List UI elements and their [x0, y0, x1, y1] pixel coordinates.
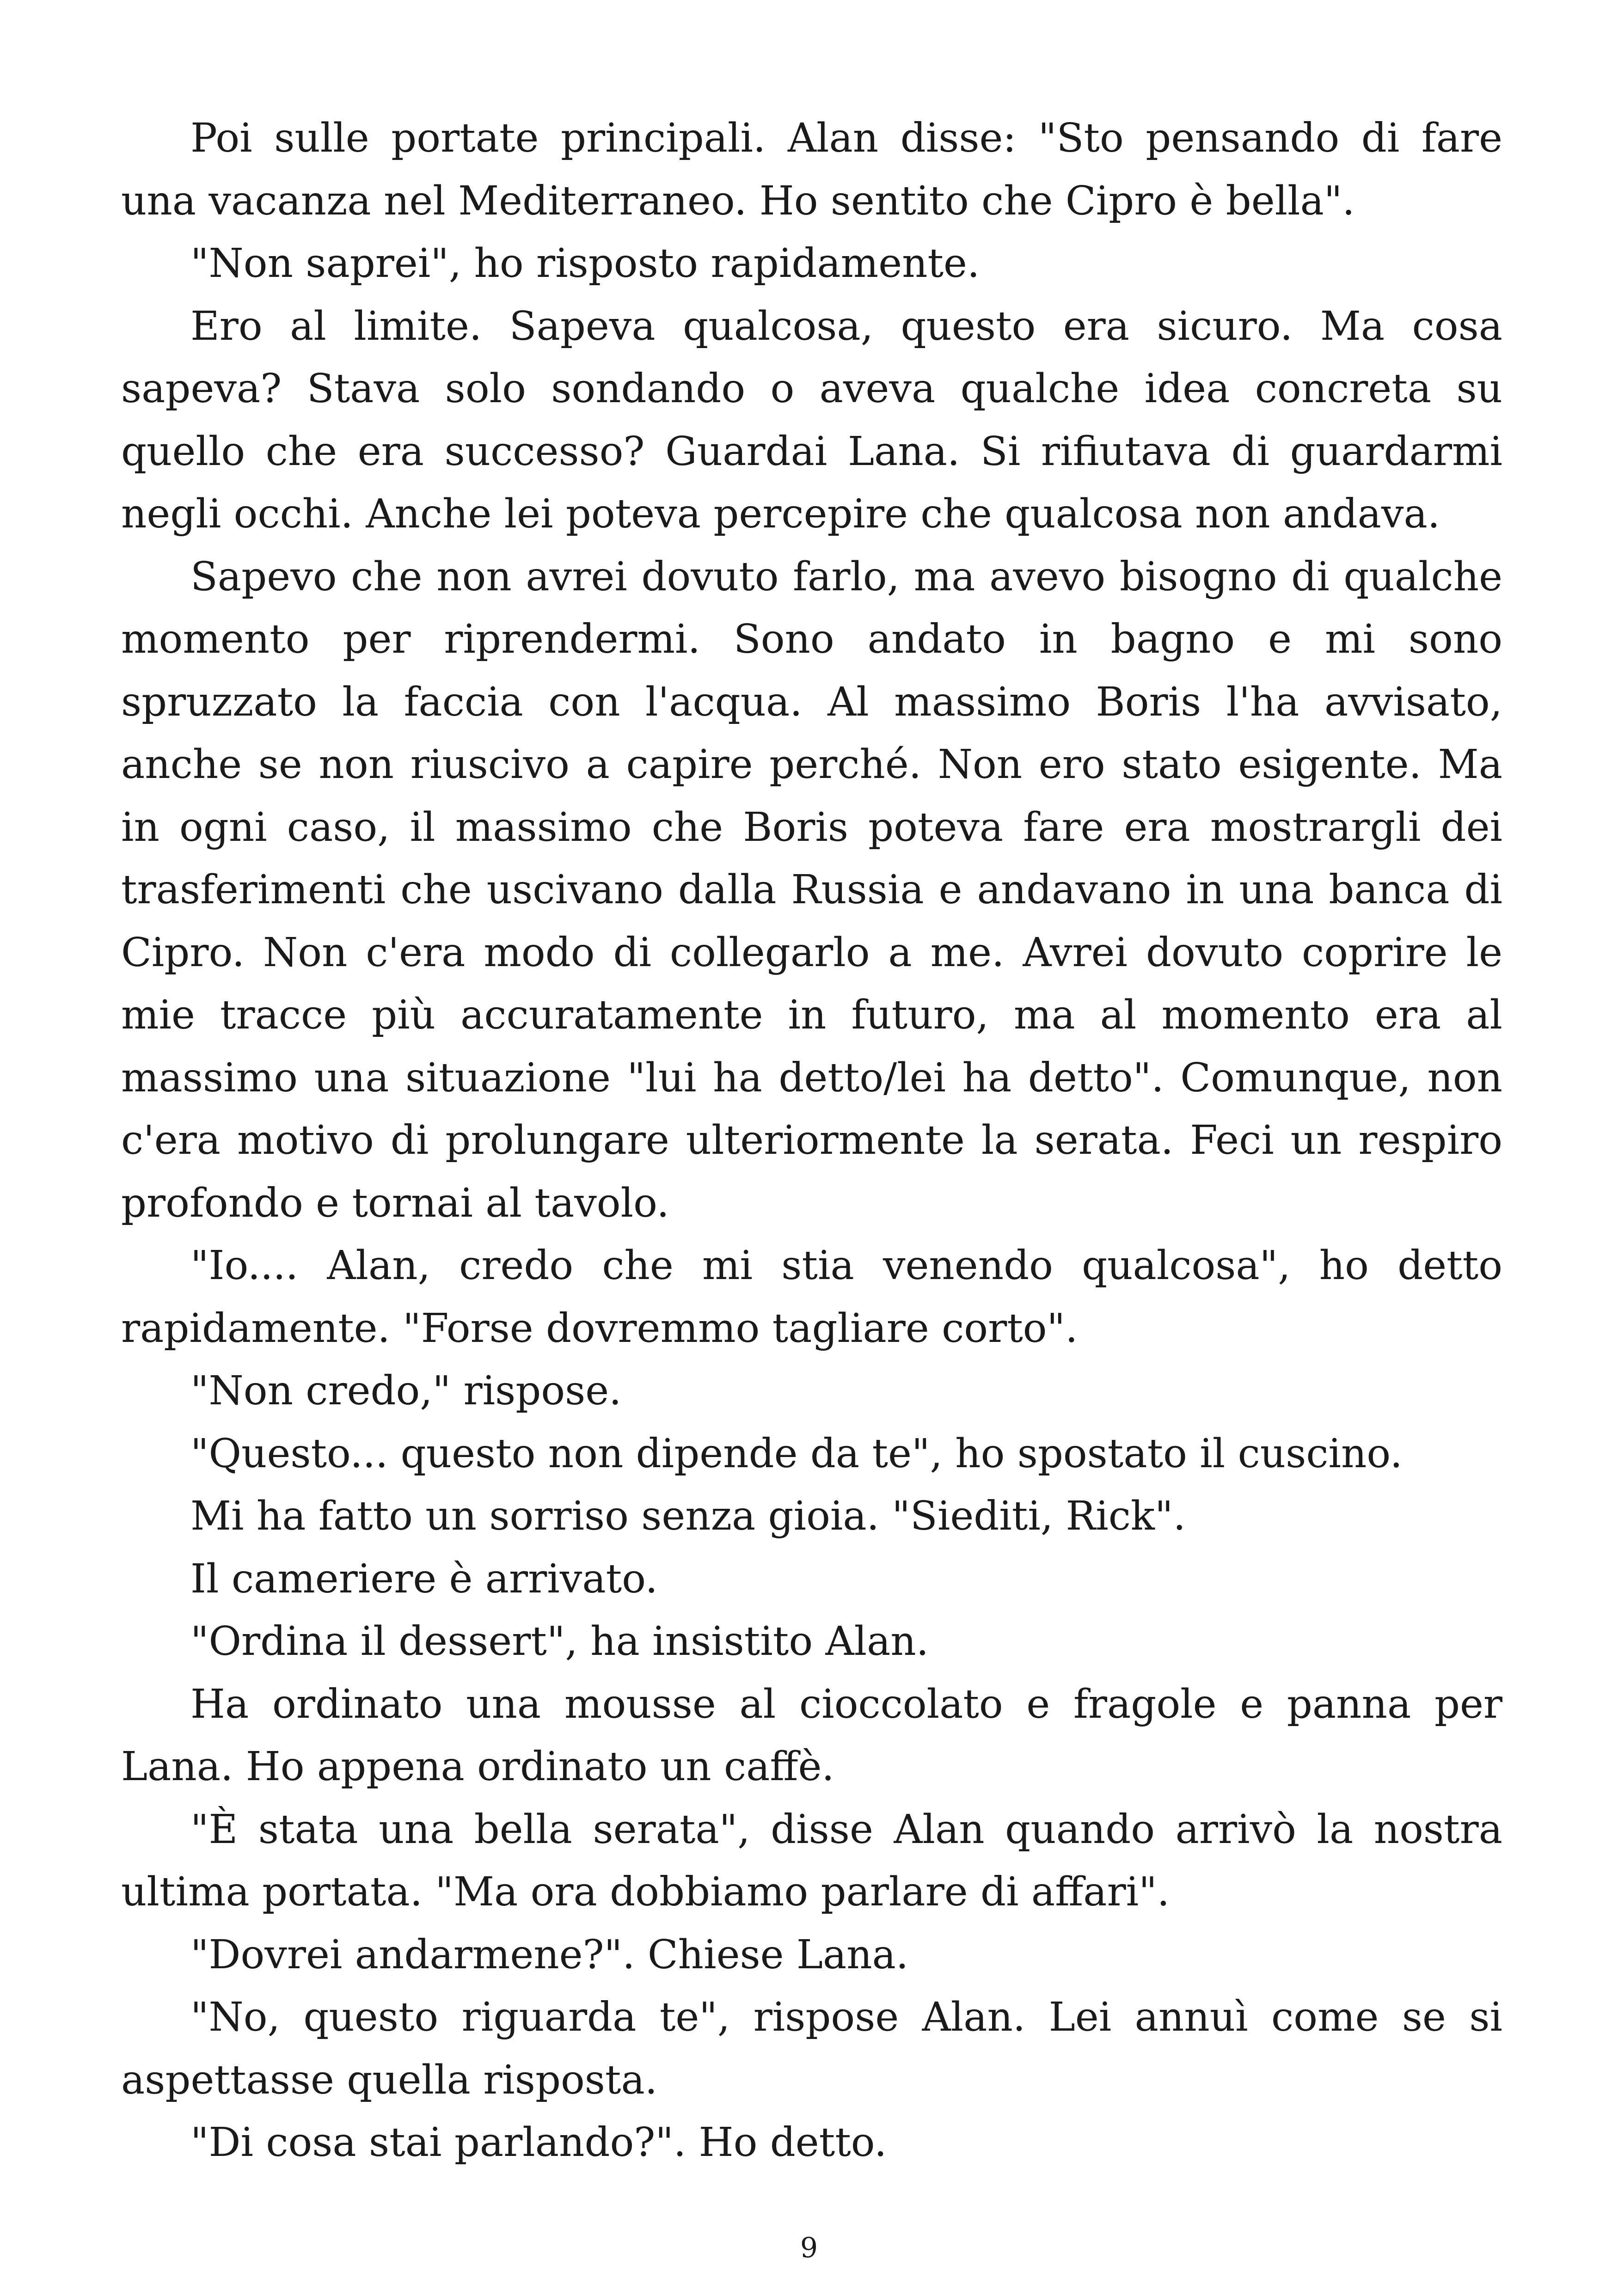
- paragraph: Il cameriere è arrivato.: [190, 1555, 658, 1602]
- paragraph: Ha ordinato una mousse al cioccolato e fragole e panna per Lana. Ho appena ordinato un caffè.: [121, 1681, 1502, 1790]
- paragraph: "No, questo riguarda te", rispose Alan. Lei annuì come se si aspettasse quella risposta.: [121, 1994, 1502, 2103]
- paragraph: "Questo... questo non dipende da te", ho spostato il cuscino.: [190, 1430, 1403, 1477]
- paragraph: "Non saprei", ho risposto rapidamente.: [190, 240, 980, 287]
- paragraph: "Io.... Alan, credo che mi stia venendo qualcosa", ho detto rapidamente. "Forse dovremmo tagliare corto".: [121, 1243, 1502, 1352]
- paragraph: Sapevo che non avrei dovuto farlo, ma avevo bisogno di qualche momento per riprendermi. Sono andato in bagno e mi sono spruzzato la faccia con l'acqua. Al massimo Boris l'ha avvisato, anche se non riuscivo a capire perché. Non ero stato esigente. Ma in ogni caso, il massimo che Boris poteva fare era mostrargli dei trasferimenti che uscivano dalla Russia e andavano in una banca di Cipro. Non c'era modo di collegarlo a me. Avrei dovuto coprire le mie tracce più accuratamente in futuro, ma al momento era al massimo una situazione "lui ha detto/lei ha detto". Comunque, non c'era motivo di prolungare ulteriormente la serata. Feci un respiro profondo e tornai al tavolo.: [121, 553, 1502, 1226]
- paragraph: Ero al limite. Sapeva qualcosa, questo era sicuro. Ma cosa sapeva? Stava solo sondando o aveva qualche idea concreta su quello che era successo? Guardai Lana. Si rifiutava di guardarmi negli occhi. Anche lei poteva percepire che qualcosa non andava.: [121, 303, 1502, 537]
- paragraph: Mi ha fatto un sorriso senza gioia. "Siediti, Rick".: [190, 1493, 1186, 1539]
- paragraph: "Dovrei andarmene?". Chiese Lana.: [190, 1931, 909, 1978]
- paragraph: "Di cosa stai parlando?". Ho detto.: [190, 2119, 887, 2166]
- body-text: [121, 107, 1502, 2174]
- paragraph: "Ordina il dessert", ha insistito Alan.: [190, 1618, 929, 1665]
- paragraph: Poi sulle portate principali. Alan disse: "Sto pensando di fare una vacanza nel Mediterraneo. Ho sentito che Cipro è bella".: [121, 115, 1502, 224]
- paragraph: "È stata una bella serata", disse Alan quando arrivò la nostra ultima portata. "Ma ora dobbiamo parlare di affari".: [121, 1806, 1502, 1915]
- paragraph: "Non credo," rispose.: [190, 1368, 622, 1414]
- page-number: 9: [800, 2232, 818, 2264]
